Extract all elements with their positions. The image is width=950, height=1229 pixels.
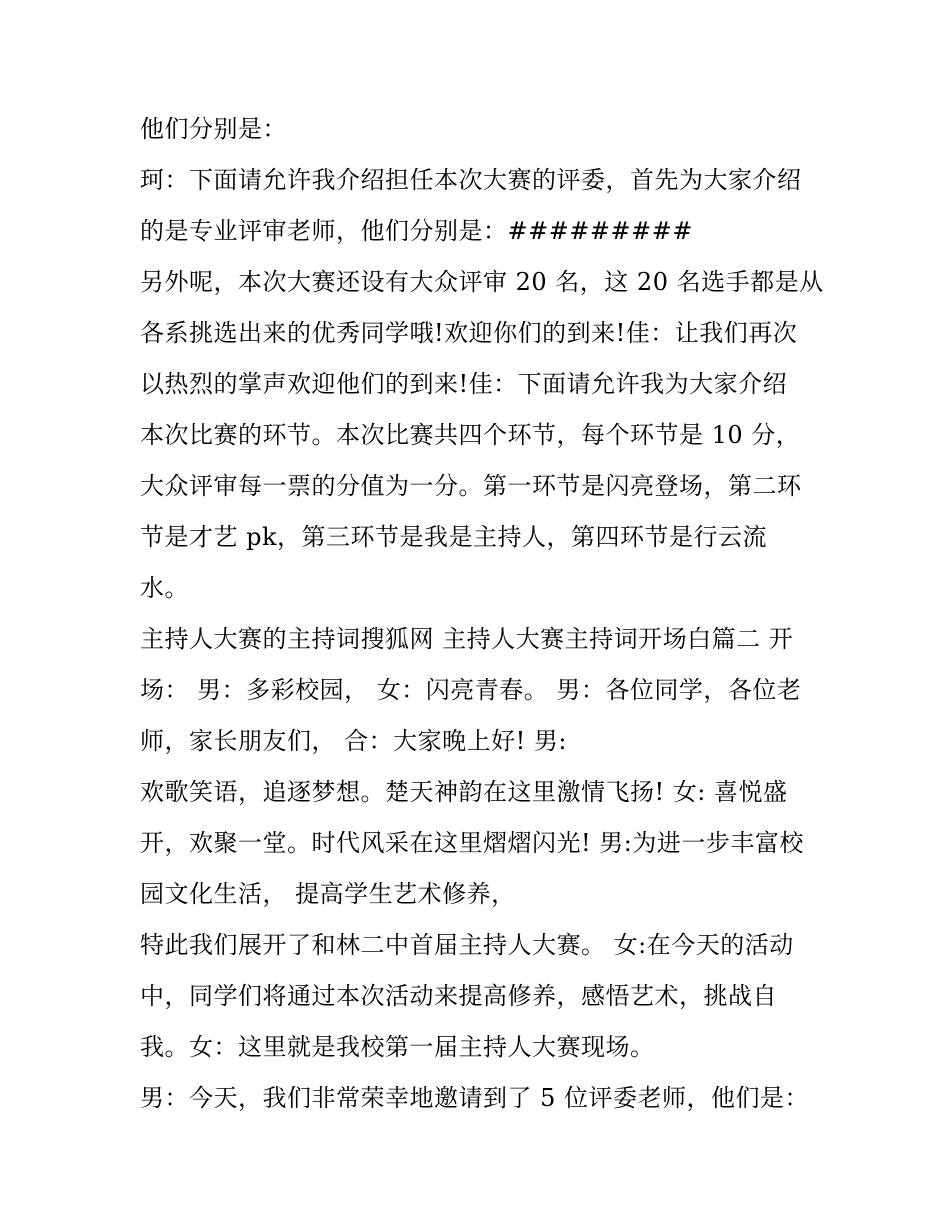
body-text	[140, 104, 824, 1124]
text-line: 的是专业评审老师，他们分别是：#########	[140, 217, 693, 245]
text-line: 男：今天，我们非常荣幸地邀请到了 5 位评委老师，他们是：	[140, 1084, 810, 1112]
text-line: 各系挑选出来的优秀同学哦!欢迎你们的到来!佳：让我们再次	[140, 319, 798, 347]
text-line: 场： 男：多彩校园， 女：闪亮青春。 男：各位同学，各位老	[140, 676, 802, 704]
text-line: 另外呢，本次大赛还设有大众评审 20 名，这 20 名选手都是从	[140, 268, 824, 296]
text-line: 以热烈的掌声欢迎他们的到来!佳：下面请允许我为大家介绍	[140, 370, 788, 398]
text-line: 节是才艺 pk，第三环节是我是主持人，第四环节是行云流	[140, 523, 768, 551]
text-line: 特此我们展开了和林二中首届主持人大赛。 女:在今天的活动	[140, 931, 794, 959]
text-line: 师，家长朋友们， 合：大家晚上好! 男:	[140, 727, 567, 755]
text-line: 我。女：这里就是我校第一届主持人大赛现场。	[140, 1033, 655, 1061]
text-line: 中，同学们将通过本次活动来提高修养，感悟艺术，挑战自	[140, 982, 777, 1010]
text-line: 主持人大赛的主持词搜狐网 主持人大赛主持词开场白篇二 开	[140, 625, 794, 653]
text-line: 水。	[140, 574, 189, 602]
text-line: 本次比赛的环节。本次比赛共四个环节，每个环节是 10 分，	[140, 421, 801, 449]
text-line: 珂：下面请允许我介绍担任本次大赛的评委，首先为大家介绍	[140, 166, 802, 194]
text-line: 开，欢聚一堂。时代风采在这里熠熠闪光! 男:为进一步丰富校	[140, 829, 804, 857]
text-line: 大众评审每一票的分值为一分。第一环节是闪亮登场，第二环	[140, 472, 802, 500]
text-line: 欢歌笑语，追逐梦想。楚天神韵在这里激情飞扬! 女: 喜悦盛	[140, 778, 788, 806]
text-line: 园文化生活， 提高学生艺术修养，	[140, 880, 516, 908]
text-line: 他们分别是：	[140, 115, 287, 143]
